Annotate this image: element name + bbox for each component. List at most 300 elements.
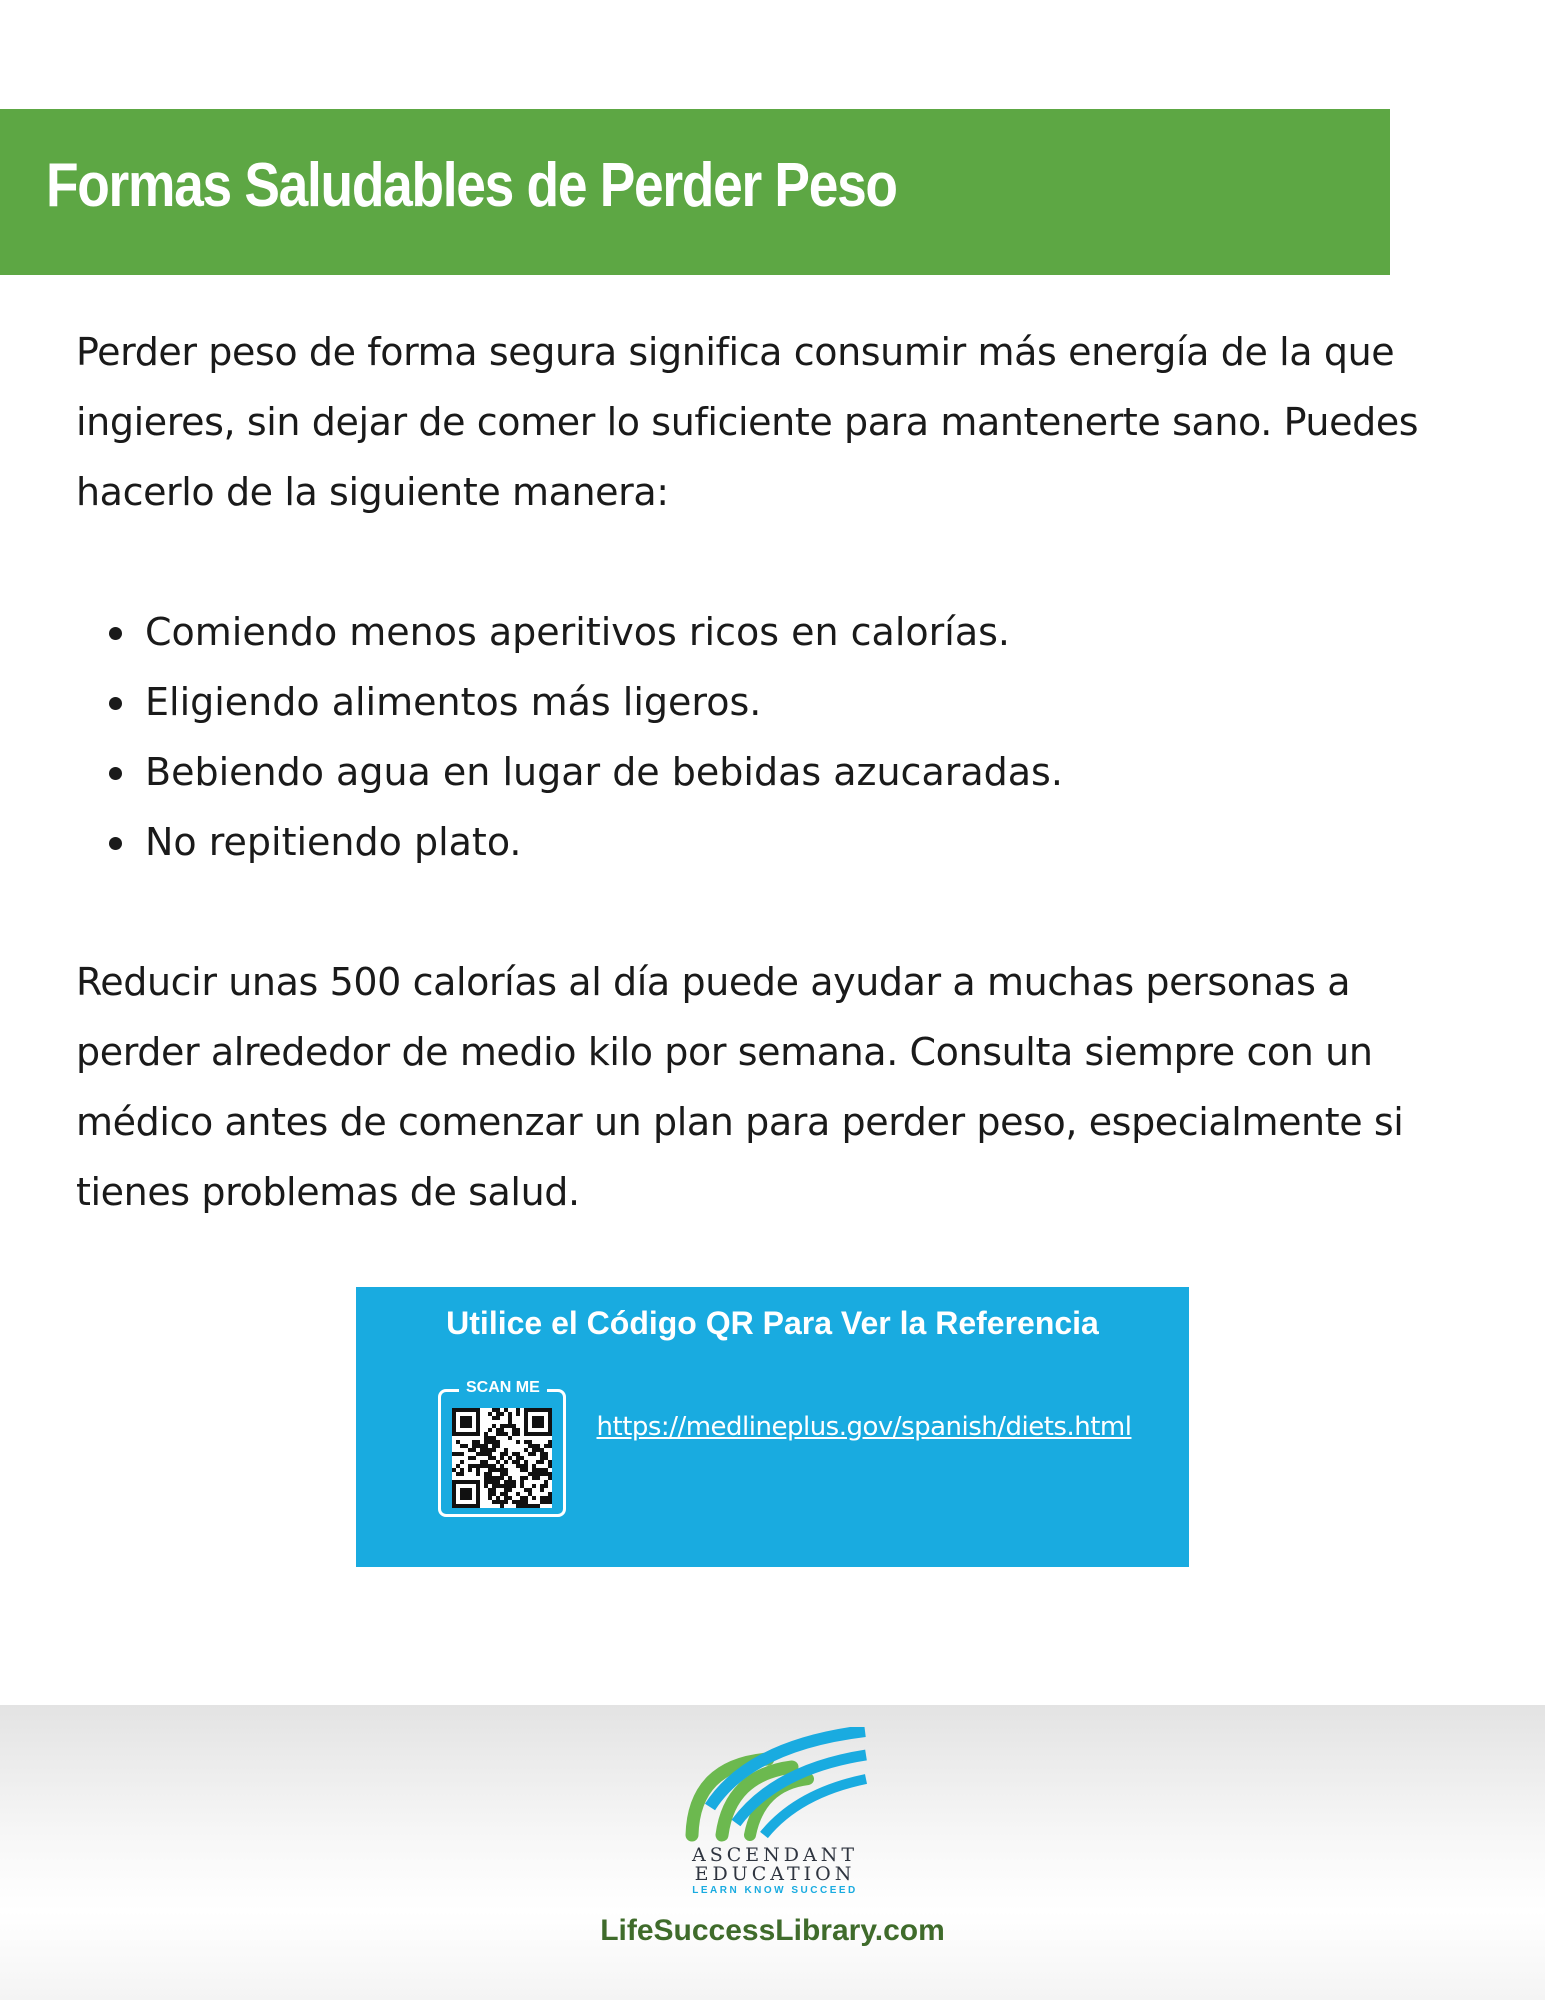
qr-module [460, 1424, 464, 1428]
qr-module [468, 1504, 472, 1508]
qr-module [452, 1420, 456, 1424]
qr-module [524, 1420, 528, 1424]
qr-module [528, 1504, 532, 1508]
qr-module [532, 1424, 536, 1428]
qr-module [492, 1492, 496, 1496]
qr-module [532, 1464, 536, 1468]
qr-module [460, 1460, 464, 1464]
logo-wordmark-line1: ASCENDANT [691, 1844, 859, 1866]
qr-module [496, 1496, 500, 1500]
qr-module [512, 1428, 516, 1432]
qr-module [516, 1504, 520, 1508]
qr-module [504, 1480, 508, 1484]
qr-module [508, 1496, 512, 1500]
qr-module [472, 1432, 476, 1436]
qr-module [452, 1416, 456, 1420]
qr-module [492, 1476, 496, 1480]
qr-module [492, 1448, 496, 1452]
qr-module [452, 1504, 456, 1508]
qr-module [452, 1428, 456, 1432]
qr-module [484, 1480, 488, 1484]
qr-module [460, 1468, 464, 1472]
qr-module [476, 1504, 480, 1508]
qr-module [508, 1480, 512, 1484]
qr-module [516, 1464, 520, 1468]
qr-module [524, 1468, 528, 1472]
qr-module [520, 1480, 524, 1484]
qr-module [460, 1492, 464, 1496]
qr-frame[interactable] [438, 1379, 566, 1517]
qr-module [548, 1460, 552, 1464]
qr-module [532, 1408, 536, 1412]
qr-module [464, 1492, 468, 1496]
qr-module [528, 1444, 532, 1448]
qr-module [464, 1424, 468, 1428]
qr-code-icon[interactable] [452, 1408, 552, 1508]
qr-module [536, 1472, 540, 1476]
qr-module [504, 1432, 508, 1436]
qr-module [548, 1424, 552, 1428]
qr-module [524, 1412, 528, 1416]
footer [0, 1705, 1545, 2000]
qr-module [504, 1484, 508, 1488]
list-item [76, 737, 1436, 807]
qr-module [500, 1472, 504, 1476]
qr-module [452, 1492, 456, 1496]
qr-module [500, 1424, 504, 1428]
qr-module [540, 1452, 544, 1456]
qr-module [496, 1440, 500, 1444]
qr-module [524, 1488, 528, 1492]
qr-module [488, 1456, 492, 1460]
qr-module [468, 1488, 472, 1492]
qr-module [524, 1440, 528, 1444]
list-item [76, 597, 1436, 667]
qr-module [500, 1464, 504, 1468]
logo-mark-icon [680, 1727, 870, 1842]
qr-module [504, 1424, 508, 1428]
qr-module [548, 1472, 552, 1476]
qr-module [528, 1488, 532, 1492]
qr-module [524, 1476, 528, 1480]
qr-module [484, 1460, 488, 1464]
qr-module [520, 1504, 524, 1508]
qr-module [536, 1468, 540, 1472]
qr-module [460, 1472, 464, 1476]
qr-module [452, 1500, 456, 1504]
qr-module [516, 1500, 520, 1504]
qr-module [536, 1460, 540, 1464]
qr-module [548, 1444, 552, 1448]
qr-module [460, 1408, 464, 1412]
qr-module [512, 1432, 516, 1436]
qr-module [500, 1504, 504, 1508]
qr-module [484, 1436, 488, 1440]
qr-module [532, 1452, 536, 1456]
qr-module [532, 1444, 536, 1448]
qr-module [544, 1484, 548, 1488]
qr-module [456, 1480, 460, 1484]
qr-module [476, 1488, 480, 1492]
qr-module [496, 1500, 500, 1504]
qr-module [472, 1408, 476, 1412]
qr-module [476, 1428, 480, 1432]
qr-module [548, 1440, 552, 1444]
qr-module [508, 1456, 512, 1460]
qr-module [488, 1476, 492, 1480]
qr-module [484, 1476, 488, 1480]
qr-module [488, 1452, 492, 1456]
qr-module [492, 1500, 496, 1504]
qr-module [548, 1432, 552, 1436]
qr-module [528, 1408, 532, 1412]
qr-module [528, 1472, 532, 1476]
qr-module [524, 1408, 528, 1412]
qr-module [512, 1480, 516, 1484]
qr-module [476, 1440, 480, 1444]
qr-module [452, 1432, 456, 1436]
qr-module [488, 1436, 492, 1440]
qr-module [496, 1412, 500, 1416]
qr-module [520, 1476, 524, 1480]
qr-module [540, 1448, 544, 1452]
qr-module [468, 1408, 472, 1412]
tips-list [76, 597, 1436, 877]
qr-module [528, 1492, 532, 1496]
qr-module [508, 1416, 512, 1420]
article-body [76, 317, 1436, 1227]
qr-module [496, 1428, 500, 1432]
qr-module [536, 1444, 540, 1448]
qr-module [512, 1500, 516, 1504]
qr-module [524, 1460, 528, 1464]
qr-module [504, 1496, 508, 1500]
qr-module [460, 1496, 464, 1500]
intro-paragraph: Perder peso de forma segura significa consumir más energía de la que ingieres, sin dejar de comer lo suficiente para mantenerte sano. Puedes hacerlo de la siguiente manera: [76, 330, 1419, 514]
qr-module [488, 1412, 492, 1416]
qr-module [464, 1432, 468, 1436]
qr-module [508, 1436, 512, 1440]
qr-module [472, 1440, 476, 1444]
qr-module [512, 1424, 516, 1428]
qr-module [476, 1484, 480, 1488]
qr-module [476, 1500, 480, 1504]
qr-module [460, 1480, 464, 1484]
qr-module [492, 1416, 496, 1420]
qr-module [536, 1504, 540, 1508]
qr-module [532, 1468, 536, 1472]
qr-module [540, 1484, 544, 1488]
qr-module [472, 1444, 476, 1448]
qr-module [468, 1480, 472, 1484]
qr-module [460, 1504, 464, 1508]
qr-module [476, 1492, 480, 1496]
qr-module [528, 1452, 532, 1456]
qr-module [540, 1432, 544, 1436]
qr-module [496, 1480, 500, 1484]
qr-module [544, 1480, 548, 1484]
qr-module [476, 1472, 480, 1476]
qr-module [536, 1476, 540, 1480]
qr-module [516, 1440, 520, 1444]
qr-module [532, 1432, 536, 1436]
reference-link[interactable]: https://medlineplus.gov/spanish/diets.html [596, 1412, 1132, 1442]
qr-module [524, 1448, 528, 1452]
qr-module [540, 1420, 544, 1424]
qr-module [492, 1408, 496, 1412]
qr-module [476, 1408, 480, 1412]
qr-module [540, 1500, 544, 1504]
qr-module [520, 1464, 524, 1468]
bullet-icon [109, 837, 122, 850]
qr-module [464, 1504, 468, 1508]
qr-module [524, 1424, 528, 1428]
qr-module [532, 1448, 536, 1452]
qr-module [504, 1468, 508, 1472]
qr-module [504, 1452, 508, 1456]
qr-module [528, 1440, 532, 1444]
qr-module [540, 1488, 544, 1492]
qr-module [524, 1500, 528, 1504]
qr-module [480, 1452, 484, 1456]
list-item [76, 807, 1436, 877]
qr-module [452, 1468, 456, 1472]
qr-module [540, 1408, 544, 1412]
qr-module [464, 1408, 468, 1412]
qr-module [504, 1472, 508, 1476]
qr-module [520, 1484, 524, 1488]
qr-module [460, 1452, 464, 1456]
qr-module [452, 1412, 456, 1416]
closing-paragraph: Reducir unas 500 calorías al día puede ayudar a muchas personas a perder alrededor de medio kilo por semana. Consulta siempre con un médico antes de comenzar un plan para perder peso, especialmente si tienes problemas de salud. [76, 960, 1404, 1214]
qr-module [468, 1456, 472, 1460]
qr-module [484, 1440, 488, 1444]
qr-module [476, 1424, 480, 1428]
list-item-text: Eligiendo alimentos más ligeros. [145, 680, 762, 724]
qr-module [476, 1444, 480, 1448]
qr-module [516, 1456, 520, 1460]
logo-tagline: LEARN KNOW SUCCEED [692, 1885, 858, 1896]
qr-module [488, 1448, 492, 1452]
qr-module [532, 1420, 536, 1424]
qr-module [540, 1416, 544, 1420]
qr-module [464, 1488, 468, 1492]
qr-module [476, 1412, 480, 1416]
qr-module [532, 1504, 536, 1508]
qr-module [472, 1456, 476, 1460]
qr-module [540, 1424, 544, 1428]
qr-module [456, 1408, 460, 1412]
qr-module [504, 1492, 508, 1496]
qr-module [508, 1412, 512, 1416]
qr-module [452, 1488, 456, 1492]
qr-module [464, 1480, 468, 1484]
qr-module [504, 1448, 508, 1452]
qr-module [508, 1476, 512, 1480]
qr-module [540, 1468, 544, 1472]
qr-module [464, 1420, 468, 1424]
qr-module [472, 1464, 476, 1468]
qr-module [536, 1420, 540, 1424]
qr-module [548, 1476, 552, 1480]
qr-module [468, 1492, 472, 1496]
qr-module [508, 1488, 512, 1492]
qr-module [468, 1424, 472, 1428]
qr-module [536, 1408, 540, 1412]
qr-module [500, 1476, 504, 1480]
qr-module [488, 1496, 492, 1500]
qr-module [536, 1432, 540, 1436]
qr-module [504, 1500, 508, 1504]
list-item-text: Comiendo menos aperitivos ricos en calorías. [145, 610, 1010, 654]
qr-module [452, 1484, 456, 1488]
qr-module [544, 1496, 548, 1500]
qr-module [496, 1476, 500, 1480]
qr-module [468, 1420, 472, 1424]
qr-module [544, 1468, 548, 1472]
qr-module [520, 1468, 524, 1472]
qr-module [496, 1416, 500, 1420]
qr-module [500, 1452, 504, 1456]
qr-module [496, 1408, 500, 1412]
qr-module [548, 1492, 552, 1496]
qr-module [500, 1500, 504, 1504]
qr-module [456, 1464, 460, 1468]
qr-module [492, 1424, 496, 1428]
qr-module [504, 1408, 508, 1412]
qr-module [548, 1416, 552, 1420]
qr-module [492, 1484, 496, 1488]
qr-module [488, 1488, 492, 1492]
qr-module [476, 1432, 480, 1436]
qr-module [452, 1408, 456, 1412]
reference-box [356, 1287, 1189, 1567]
qr-module [532, 1476, 536, 1480]
qr-module [468, 1416, 472, 1420]
qr-module [544, 1432, 548, 1436]
qr-module [536, 1448, 540, 1452]
qr-module [508, 1424, 512, 1428]
qr-module [476, 1496, 480, 1500]
qr-module [544, 1452, 548, 1456]
qr-module [524, 1416, 528, 1420]
qr-module [548, 1412, 552, 1416]
qr-module [488, 1428, 492, 1432]
qr-module [476, 1480, 480, 1484]
qr-module [516, 1452, 520, 1456]
qr-module [484, 1464, 488, 1468]
qr-module [496, 1484, 500, 1488]
qr-module [508, 1420, 512, 1424]
qr-module [540, 1456, 544, 1460]
qr-module [476, 1420, 480, 1424]
qr-module [548, 1500, 552, 1504]
list-item-text: Bebiendo agua en lugar de bebidas azucaradas. [145, 750, 1063, 794]
qr-module [492, 1480, 496, 1484]
qr-module [532, 1416, 536, 1420]
qr-module [456, 1440, 460, 1444]
qr-module [548, 1420, 552, 1424]
qr-module [512, 1484, 516, 1488]
qr-module [460, 1488, 464, 1492]
qr-module [540, 1496, 544, 1500]
footer-site-link[interactable]: LifeSuccessLibrary.com [600, 1914, 945, 1947]
qr-module [460, 1444, 464, 1448]
qr-module [476, 1416, 480, 1420]
qr-module [480, 1448, 484, 1452]
qr-module [512, 1460, 516, 1464]
reference-heading: Utilice el Código QR Para Ver la Referencia [446, 1305, 1099, 1341]
qr-module [548, 1464, 552, 1468]
qr-module [492, 1456, 496, 1460]
qr-module [496, 1432, 500, 1436]
qr-module [524, 1464, 528, 1468]
qr-module [520, 1456, 524, 1460]
qr-module [488, 1440, 492, 1444]
qr-module [456, 1472, 460, 1476]
qr-module [516, 1460, 520, 1464]
qr-module [516, 1428, 520, 1432]
qr-module [456, 1452, 460, 1456]
qr-module [492, 1468, 496, 1472]
qr-module [472, 1504, 476, 1508]
qr-module [500, 1492, 504, 1496]
qr-module [480, 1444, 484, 1448]
qr-module [500, 1456, 504, 1460]
qr-module [452, 1452, 456, 1456]
qr-module [452, 1424, 456, 1428]
qr-module [460, 1432, 464, 1436]
page-title: Formas Saludables de Perder Peso [46, 151, 897, 220]
qr-module [484, 1452, 488, 1456]
qr-module [484, 1432, 488, 1436]
qr-module [468, 1468, 472, 1472]
title-banner [0, 109, 1390, 275]
qr-module [524, 1504, 528, 1508]
qr-module [532, 1496, 536, 1500]
qr-module [476, 1452, 480, 1456]
qr-module [540, 1472, 544, 1476]
qr-module [500, 1428, 504, 1432]
qr-module [460, 1420, 464, 1424]
qr-module [488, 1464, 492, 1468]
qr-module [484, 1444, 488, 1448]
scan-me-label: SCAN ME [459, 1377, 547, 1399]
qr-module [468, 1464, 472, 1468]
qr-module [524, 1432, 528, 1436]
qr-module [520, 1496, 524, 1500]
qr-module [484, 1484, 488, 1488]
logo-wordmark-line2: EDUCATION [694, 1863, 856, 1885]
qr-module [548, 1496, 552, 1500]
qr-module [452, 1480, 456, 1484]
qr-module [496, 1444, 500, 1448]
qr-module [544, 1408, 548, 1412]
qr-module [488, 1492, 492, 1496]
qr-module [512, 1452, 516, 1456]
qr-module [488, 1480, 492, 1484]
qr-module [544, 1456, 548, 1460]
qr-module [548, 1428, 552, 1432]
qr-module [516, 1492, 520, 1496]
bullet-icon [109, 627, 122, 640]
qr-module [492, 1436, 496, 1440]
qr-module [516, 1432, 520, 1436]
qr-module [488, 1468, 492, 1472]
qr-module [524, 1428, 528, 1432]
list-item-text: No repitiendo plato. [145, 820, 522, 864]
qr-module [468, 1432, 472, 1436]
